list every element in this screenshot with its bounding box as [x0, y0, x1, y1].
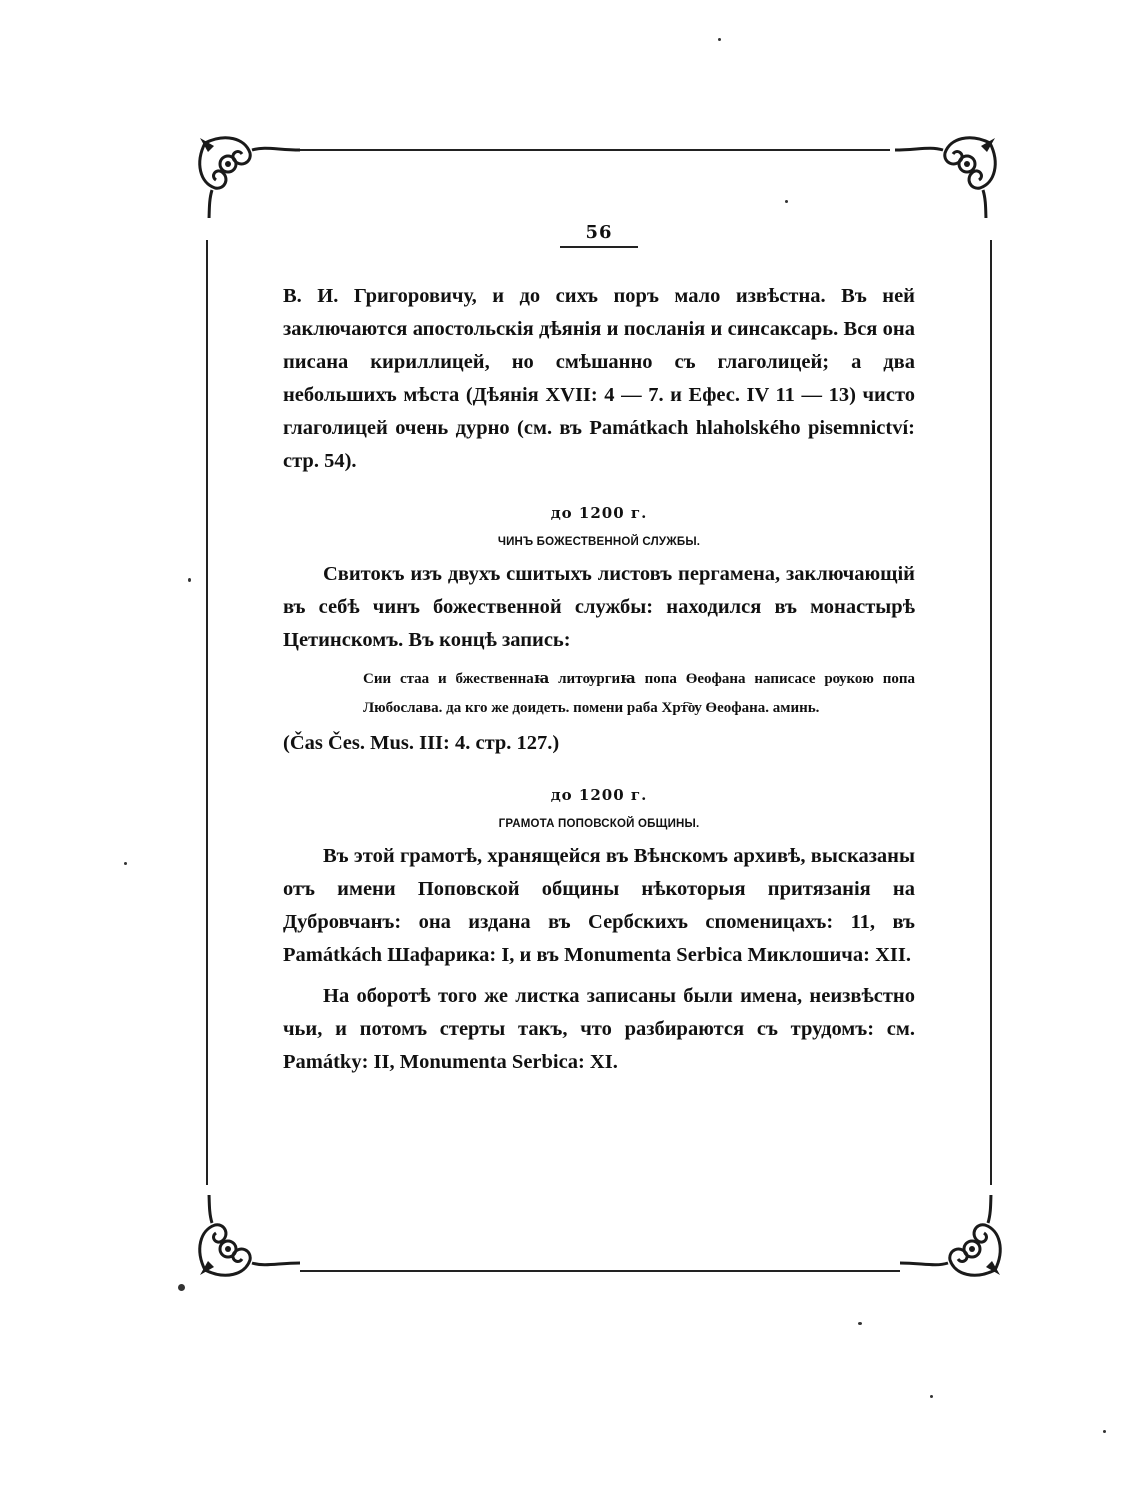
section-year: до 1200 г. — [550, 786, 648, 804]
scan-speck — [718, 38, 721, 41]
section-body: Свитокъ изъ двухъ сшитыхъ листовъ пергамена, заключающій въ себѣ чинъ божественной службы: находился въ монастырѣ Цетинскомъ. Въ концѣ запись: — [283, 563, 915, 651]
source-citation: (Čas Čes. Mus. III: 4. стр. 127.) — [283, 732, 560, 754]
scan-speck — [858, 1322, 862, 1325]
scan-speck — [124, 862, 127, 865]
page-content — [283, 280, 915, 1079]
frame-left-rule — [206, 240, 208, 1185]
scan-speck — [785, 200, 788, 203]
scan-speck — [1103, 1430, 1106, 1433]
corner-flourish-icon — [190, 1195, 300, 1285]
frame-right-rule — [990, 240, 992, 1185]
corner-flourish-icon — [190, 128, 300, 218]
scan-speck — [178, 1284, 185, 1291]
page-number: 56 — [585, 222, 613, 243]
section-title: ГРАМОТА ПОПОВСКОЙ ОБЩИНЫ. — [498, 818, 700, 830]
corner-flourish-icon — [900, 1195, 1010, 1285]
section-body: Въ этой грамотѣ, хранящейся въ Вѣнскомъ архивѣ, высказаны отъ имени Поповской общины нѣкоторыя притязанія на Дубровчанъ: она издана въ Сербскихъ споменицахъ: 11, въ Památkách Шафарика: I, и въ Monumenta Serbica Миклошича: XII. — [283, 845, 915, 966]
section-year: до 1200 г. — [550, 504, 648, 522]
section-title: ЧИНЪ БОЖЕСТВЕННОЙ СЛУЖБЫ. — [497, 536, 701, 548]
section-body: На оборотѣ того же листка записаны были имена, неизвѣстно чьи, и потомъ стерты такъ, что разбираются съ трудомъ: см. Památky: II, Monumenta Serbica: XI. — [283, 985, 915, 1073]
scan-speck — [930, 1395, 933, 1398]
frame-bottom-rule — [300, 1270, 900, 1272]
intro-paragraph: В. И. Григоровичу, и до сихъ поръ мало извѣстна. Въ ней заключаются апостольскія дѣянія и посланія и синсаксарь. Вся она писана кириллицей, но смѣшанно съ глаголицей; а два небольшихъ мѣста (Дѣянія XVII: 4 — 7. и Ефес. IV 11 — 13) чисто глаголицей очень дурно (см. въ Památkach hlaholského pisemnictví: стр. 54). — [283, 285, 915, 472]
corner-flourish-icon — [895, 128, 1005, 218]
frame-top-rule — [300, 149, 890, 151]
page-number-rule — [560, 246, 638, 248]
scan-speck — [188, 578, 191, 582]
manuscript-quote: Сии стаа и бжественнаꙗ литѹргиꙗ попа Өеофана написасе рѹкою попа Любослава. да кго же доидеть. помени раба Хрт҇ѹ Өеофана. аминь. — [363, 671, 915, 716]
